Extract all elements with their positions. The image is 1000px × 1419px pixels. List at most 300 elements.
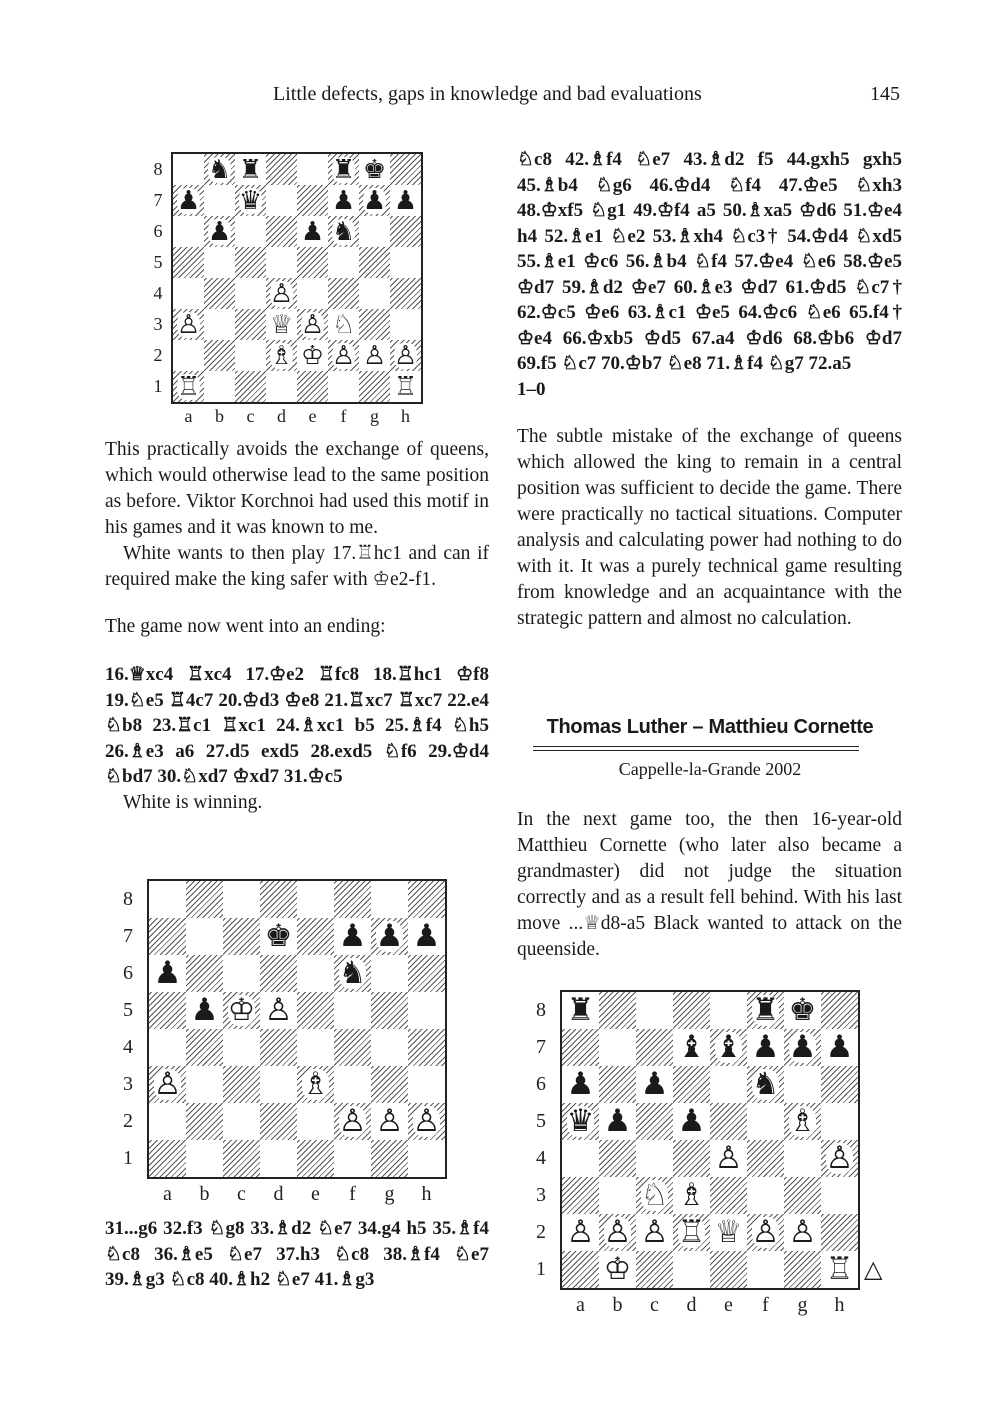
white-queen-icon: ♕ [269,309,294,340]
square-f4 [328,278,359,309]
square-e8 [297,881,334,918]
square-e7 [710,1029,747,1066]
square-a5 [149,992,186,1029]
square-h5 [821,1103,858,1140]
square-b6 [186,955,223,992]
square-c2 [223,1103,260,1140]
square-b1 [186,1140,223,1177]
running-head: Little defects, gaps in knowledge and bad evaluations [273,83,702,105]
white-pawn-icon: ♙ [300,309,325,340]
square-b4 [204,278,235,309]
square-b2 [204,340,235,371]
square-a2 [562,1214,599,1251]
file-label-a: a [576,1294,585,1316]
square-g5 [359,247,390,278]
black-knight-icon: ♞ [751,1066,780,1102]
square-e6 [710,1066,747,1103]
black-pawn-icon: ♟ [153,955,182,991]
square-f7 [334,918,371,955]
square-d3 [673,1177,710,1214]
square-h2 [390,340,421,371]
square-d5 [260,992,297,1029]
square-d8 [266,154,297,185]
rank-label-5: 5 [536,1109,546,1132]
file-label-g: g [384,1183,395,1205]
file-label-d: d [273,1183,284,1205]
square-d5 [266,247,297,278]
square-e1 [710,1251,747,1288]
file-label-f: f [349,1183,356,1205]
white-pawn-icon: ♙ [264,992,293,1028]
black-rook-icon: ♜ [566,992,595,1028]
square-f1 [747,1251,784,1288]
black-rook-icon: ♜ [331,154,356,185]
square-a4 [173,278,204,309]
black-pawn-icon: ♟ [362,185,387,216]
square-e3 [710,1177,747,1214]
black-pawn-icon: ♟ [788,1029,817,1065]
square-h8 [408,881,445,918]
square-h4 [390,278,421,309]
square-e2 [297,1103,334,1140]
square-c3 [223,1066,260,1103]
file-label-h: h [401,406,410,426]
chess-diagram-1 [171,152,423,404]
square-g3 [359,309,390,340]
square-c4 [223,1029,260,1066]
black-bishop-icon: ♝ [677,1029,706,1065]
square-d7 [260,918,297,955]
square-g4 [371,1029,408,1066]
black-king-icon: ♚ [264,918,293,954]
rank-label-5: 5 [153,251,163,272]
square-h7 [408,918,445,955]
chess-diagram-3 [560,990,860,1290]
rank-label-4: 4 [153,282,163,303]
square-a3 [149,1066,186,1103]
square-a3 [562,1177,599,1214]
square-g6 [359,216,390,247]
square-e1 [297,1140,334,1177]
square-h6 [408,955,445,992]
square-f7 [747,1029,784,1066]
square-f2 [747,1214,784,1251]
square-g8 [359,154,390,185]
square-b1 [599,1251,636,1288]
square-f3 [334,1066,371,1103]
square-a8 [149,881,186,918]
white-to-move-indicator: △ [864,1255,883,1283]
square-b5 [204,247,235,278]
white-pawn-icon: ♙ [153,1066,182,1102]
white-bishop-icon: ♗ [788,1103,817,1139]
white-pawn-icon: ♙ [338,1103,367,1139]
black-pawn-icon: ♟ [338,918,367,954]
black-knight-icon: ♞ [331,216,356,247]
rank-label-4: 4 [123,1035,133,1058]
square-b4 [599,1140,636,1177]
white-pawn-icon: ♙ [714,1140,743,1176]
square-h4 [408,1029,445,1066]
square-f8 [334,881,371,918]
square-g7 [784,1029,821,1066]
file-label-b: b [612,1294,623,1316]
square-g6 [371,955,408,992]
black-pawn-icon: ♟ [207,216,232,247]
square-g2 [784,1214,821,1251]
square-d4 [266,278,297,309]
file-label-g: g [370,406,379,426]
white-bishop-icon: ♗ [301,1066,330,1102]
square-g1 [359,371,390,402]
square-b8 [186,881,223,918]
chess-diagram-2 [147,879,447,1179]
square-d1 [673,1251,710,1288]
title-double-rule [533,746,859,751]
square-e3 [297,1066,334,1103]
paragraph-white-plan: White wants to then play 17.♖hc1 and can if required make the king safer with ♔e2-f1. [105,543,489,590]
square-h5 [390,247,421,278]
square-h7 [390,185,421,216]
square-f6 [334,955,371,992]
square-b3 [204,309,235,340]
white-pawn-icon: ♙ [566,1214,595,1250]
square-c4 [636,1140,673,1177]
square-a6 [173,216,204,247]
black-pawn-icon: ♟ [393,185,418,216]
square-f5 [747,1103,784,1140]
black-pawn-icon: ♟ [640,1066,669,1102]
square-d4 [260,1029,297,1066]
square-g4 [359,278,390,309]
square-b5 [599,1103,636,1140]
square-a1 [562,1251,599,1288]
white-pawn-icon: ♙ [176,309,201,340]
square-c4 [235,278,266,309]
square-g2 [359,340,390,371]
white-rook-icon: ♖ [393,371,418,402]
square-h6 [821,1066,858,1103]
square-c3 [235,309,266,340]
square-c5 [223,992,260,1029]
file-label-g: g [797,1294,808,1316]
file-label-e: e [311,1183,320,1205]
square-e5 [297,992,334,1029]
file-label-c: c [246,406,255,426]
square-h3 [408,1066,445,1103]
square-a1 [173,371,204,402]
square-b5 [186,992,223,1029]
square-g3 [371,1066,408,1103]
square-e4 [297,278,328,309]
square-a6 [149,955,186,992]
square-d8 [673,992,710,1029]
square-c6 [636,1066,673,1103]
black-knight-icon: ♞ [338,955,367,991]
square-b3 [599,1177,636,1214]
right-column [517,147,902,632]
square-a3 [173,309,204,340]
square-g8 [371,881,408,918]
square-f6 [747,1066,784,1103]
square-e8 [710,992,747,1029]
file-label-d: d [277,406,286,426]
file-label-c: c [237,1183,246,1205]
square-h1 [390,371,421,402]
white-king-icon: ♔ [300,340,325,371]
square-f5 [334,992,371,1029]
square-a7 [173,185,204,216]
square-d4 [673,1140,710,1177]
game-result: 1–0 [517,378,546,400]
square-f3 [328,309,359,340]
square-b2 [599,1214,636,1251]
square-h4 [821,1140,858,1177]
white-pawn-icon: ♙ [393,340,418,371]
square-c1 [235,371,266,402]
square-a8 [173,154,204,185]
moves-41-72: ♘c8 42.♗f4 ♘e7 43.♗d2 f5 44.gxh5 gxh5 45.♗b4 ♘g6 46.♔d4 ♘f4 47.♔e5 ♘xh3 48.♔xf5 ♘g1 49.♔f4 a5 50.♗xa5 ♔d6 51.♔e4 h4 52.♗e1 ♘e2 53.♗xh4 ♘c3† 54.♔d4 ♘xd5 55.♗e1 ♔c6 56.♗b4 ♘f4 57.♔e4 ♘e6 58.♔e5 ♔d7 59.♗d2 ♔e7 60.♗e3 ♔d7 61.♔d5 ♘c7† 62.♔c5 ♔e6 63.♗c1 ♔e5 64.♔c6 ♘e6 65.f4† ♔e4 66.♔xb5 ♔d5 67.a4 ♔d6 68.♔b6 ♔d7 69.f5 ♘c7 70.♔b7 ♘e8 71.♗f4 ♘g7 72.a5 [517,149,902,374]
black-pawn-icon: ♟ [412,918,441,954]
left-column [105,437,489,816]
square-c8 [235,154,266,185]
page-number: 145 [870,83,900,105]
rank-label-4: 4 [536,1146,546,1169]
square-e4 [297,1029,334,1066]
white-rook-icon: ♖ [176,371,201,402]
square-c7 [223,918,260,955]
game-event: Cappelle-la-Grande 2002 [618,759,802,779]
square-g1 [371,1140,408,1177]
moves-16-31: 16.♕xc4 ♖xc4 17.♔e2 ♖fc8 18.♖hc1 ♔f8 19.♘e5 ♖4c7 20.♔d3 ♔e8 21.♖xc7 ♖xc7 22.e4 ♘b8 23.♖c1 ♖xc1 24.♗xc1 b5 25.♗f4 ♘h5 26.♗e3 a6 27.d5 exd5 28.exd5 ♘f6 29.♔d4 ♘bd7 30.♘xd7 ♔xd7 31.♔c5 [105,664,489,787]
square-a5 [562,1103,599,1140]
file-label-h: h [421,1183,432,1205]
square-d2 [673,1214,710,1251]
square-a2 [149,1103,186,1140]
square-h5 [408,992,445,1029]
black-pawn-icon: ♟ [300,216,325,247]
file-label-f: f [762,1294,769,1316]
white-pawn-icon: ♙ [640,1214,669,1250]
black-bishop-icon: ♝ [714,1029,743,1065]
square-a4 [149,1029,186,1066]
square-h8 [390,154,421,185]
square-c5 [235,247,266,278]
square-b6 [599,1066,636,1103]
rank-label-3: 3 [536,1183,546,1206]
white-king-icon: ♔ [603,1251,632,1287]
square-g7 [371,918,408,955]
square-c1 [636,1251,673,1288]
square-c7 [235,185,266,216]
rank-label-6: 6 [536,1072,546,1095]
white-pawn-icon: ♙ [331,340,356,371]
square-c1 [223,1140,260,1177]
square-a5 [173,247,204,278]
black-pawn-icon: ♟ [603,1103,632,1139]
black-knight-icon: ♞ [207,154,232,185]
black-pawn-icon: ♟ [190,992,219,1028]
square-a1 [149,1140,186,1177]
square-a2 [173,340,204,371]
square-b2 [186,1103,223,1140]
white-pawn-icon: ♙ [269,278,294,309]
square-e5 [710,1103,747,1140]
square-c5 [636,1103,673,1140]
square-c8 [636,992,673,1029]
square-b6 [204,216,235,247]
square-c2 [235,340,266,371]
file-label-e: e [308,406,317,426]
square-h6 [390,216,421,247]
paragraph-next-game: In the next game too, the then 16-year-old Matthieu Cornette (who later also became a grandmaster) did not judge the situation correctly and as a result fell behind. With his last move ...♕d8-a5 Black wanted to attack on the queenside. [517,809,902,960]
square-c8 [223,881,260,918]
square-d7 [673,1029,710,1066]
rank-label-5: 5 [123,998,133,1021]
square-b7 [599,1029,636,1066]
square-b3 [186,1066,223,1103]
square-h1 [408,1140,445,1177]
file-label-a: a [163,1183,172,1205]
white-pawn-icon: ♙ [788,1214,817,1250]
square-f2 [328,340,359,371]
file-label-d: d [686,1294,697,1316]
square-g4 [784,1140,821,1177]
square-b7 [204,185,235,216]
square-d2 [266,340,297,371]
square-h2 [408,1103,445,1140]
square-h1 [821,1251,858,1288]
square-f6 [328,216,359,247]
square-g6 [784,1066,821,1103]
paragraph-exchange-avoided: This practically avoids the exchange of queens, which would otherwise lead to the same position as before. Viktor Korchnoi had used this motif in his games and it was known to me. [105,439,489,538]
rank-label-6: 6 [153,220,163,241]
square-c6 [235,216,266,247]
square-d6 [673,1066,710,1103]
square-e6 [297,955,334,992]
square-d8 [260,881,297,918]
square-b4 [186,1029,223,1066]
rank-label-8: 8 [153,158,163,179]
rank-label-8: 8 [536,998,546,1021]
black-rook-icon: ♜ [751,992,780,1028]
square-d6 [266,216,297,247]
right-column-intro [517,807,902,963]
rank-label-2: 2 [536,1220,546,1243]
square-e3 [297,309,328,340]
rank-label-2: 2 [153,344,163,365]
rank-label-6: 6 [123,961,133,984]
rank-label-8: 8 [123,887,133,910]
white-pawn-icon: ♙ [362,340,387,371]
white-pawn-icon: ♙ [603,1214,632,1250]
square-e7 [297,185,328,216]
square-f8 [747,992,784,1029]
white-king-icon: ♔ [227,992,256,1028]
white-knight-icon: ♘ [640,1177,669,1213]
square-f4 [747,1140,784,1177]
file-label-e: e [724,1294,733,1316]
rank-label-1: 1 [153,375,163,396]
square-e5 [297,247,328,278]
square-f3 [747,1177,784,1214]
square-b1 [204,371,235,402]
square-g2 [371,1103,408,1140]
square-d1 [260,1140,297,1177]
white-pawn-icon: ♙ [412,1103,441,1139]
square-e7 [297,918,334,955]
black-pawn-icon: ♟ [677,1103,706,1139]
rank-label-7: 7 [536,1035,546,1058]
white-bishop-icon: ♗ [677,1177,706,1213]
square-c2 [636,1214,673,1251]
black-queen-icon: ♛ [238,185,263,216]
square-h3 [821,1177,858,1214]
square-e6 [297,216,328,247]
white-knight-icon: ♘ [331,309,356,340]
black-pawn-icon: ♟ [566,1066,595,1102]
square-h7 [821,1029,858,1066]
white-queen-icon: ♕ [714,1214,743,1250]
file-label-a: a [184,406,193,426]
file-label-h: h [834,1294,845,1316]
comment-white-winning: White is winning. [123,791,263,813]
black-pawn-icon: ♟ [176,185,201,216]
square-f1 [328,371,359,402]
rank-label-3: 3 [123,1072,133,1095]
square-c3 [636,1177,673,1214]
left-column-bottom [105,1216,489,1293]
square-d6 [260,955,297,992]
square-f7 [328,185,359,216]
black-king-icon: ♚ [788,992,817,1028]
square-h3 [390,309,421,340]
black-king-icon: ♚ [362,154,387,185]
square-b8 [204,154,235,185]
black-pawn-icon: ♟ [751,1029,780,1065]
square-h2 [821,1214,858,1251]
square-g5 [784,1103,821,1140]
square-d1 [266,371,297,402]
white-bishop-icon: ♗ [269,340,294,371]
file-label-f: f [340,406,347,426]
square-d3 [260,1066,297,1103]
square-a7 [149,918,186,955]
square-e2 [710,1214,747,1251]
square-e8 [297,154,328,185]
file-label-b: b [215,406,224,426]
paragraph-subtle-mistake: The subtle mistake of the exchange of queens which allowed the king to remain in a central position was sufficient to decide the game. There were practically no tactical situations. Computer analysis and calculating power had nothing to do with it. It was a purely technical game resulting from knowledge and an acquaintance with the strategic pattern and almost no calculation. [517,426,902,629]
black-pawn-icon: ♟ [825,1029,854,1065]
square-e1 [297,371,328,402]
square-a7 [562,1029,599,1066]
game-title: Thomas Luther – Matthieu Cornette [546,716,874,738]
rank-label-1: 1 [123,1146,133,1169]
square-e2 [297,340,328,371]
rank-label-2: 2 [123,1109,133,1132]
square-f5 [328,247,359,278]
square-f1 [334,1140,371,1177]
rank-label-3: 3 [153,313,163,334]
rank-label-7: 7 [153,189,163,210]
white-pawn-icon: ♙ [751,1214,780,1250]
square-g7 [359,185,390,216]
square-a6 [562,1066,599,1103]
white-rook-icon: ♖ [677,1214,706,1250]
moves-31-41: 31...g6 32.f3 ♘g8 33.♗d2 ♘e7 34.g4 h5 35.♗f4 ♘c8 36.♗e5 ♘e7 37.h3 ♘c8 38.♗f4 ♘e7 39.♗g3 ♘c8 40.♗h2 ♘e7 41.♗g3 [105,1218,489,1290]
white-pawn-icon: ♙ [825,1140,854,1176]
square-f2 [334,1103,371,1140]
